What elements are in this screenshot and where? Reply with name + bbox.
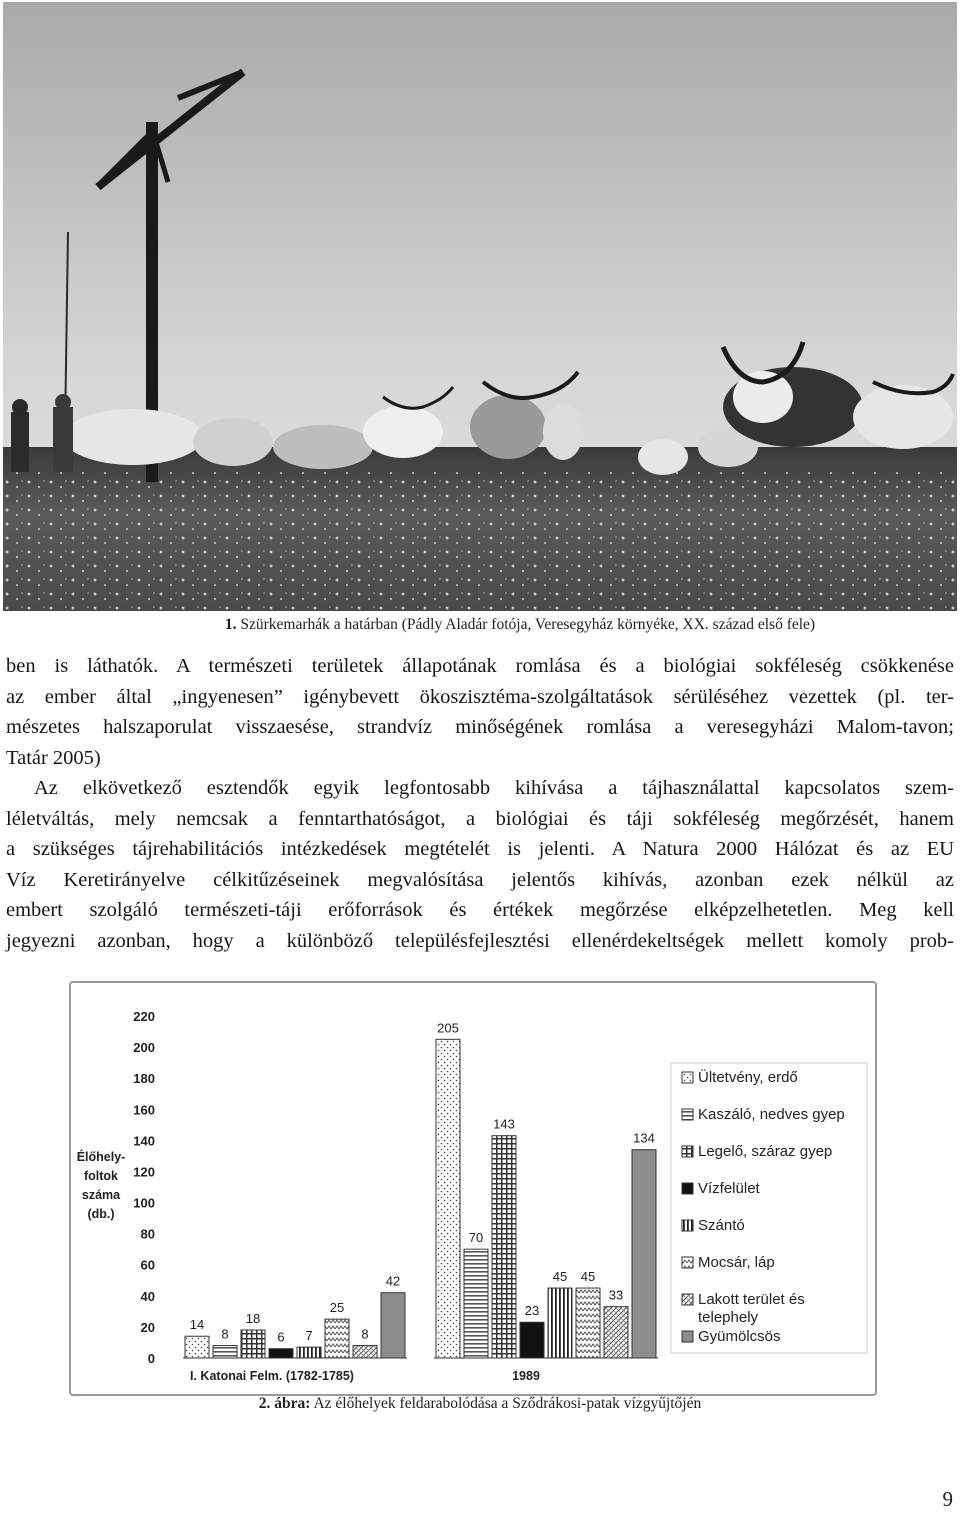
bar-value-label: 70 [468,1230,484,1246]
body-line: Víz Keretirányelve célkitűzéseinek megvalósítása jelentős kihívás, azonban ezek nélkül az [6,868,954,891]
y-label-line: foltok [83,1169,119,1183]
legend-label: Vízfelület [698,1180,760,1197]
bar-value-label: 205 [437,1020,459,1036]
bar-value-label: 143 [493,1116,515,1132]
bar-value-label: 42 [385,1273,401,1289]
legend-swatch [682,1109,693,1120]
bar-value-label: 18 [245,1311,261,1327]
photo-grey-cattle [3,2,957,611]
body-line: a szükséges tájrehabilitációs intézkedések megtételét is jelenti. A Natura 2000 Hálózat és az EU [6,838,954,860]
y-tick-label: 40 [140,1288,155,1304]
y-label-line: Élőhely- [76,1150,126,1164]
y-tick-label: 0 [147,1351,155,1366]
bar [325,1319,349,1358]
bar [353,1346,377,1358]
chart-svg [71,983,875,1394]
legend-swatch [682,1257,693,1268]
bar [269,1349,293,1358]
legend-swatch [682,1146,693,1157]
body-line: ben is láthatók. A természeti területek állapotának romlása és a biológiai sokféleség csökkenése [6,655,954,677]
y-tick-label: 160 [133,1102,155,1118]
bar-value-label: 45 [552,1269,568,1285]
legend-swatch [682,1331,693,1342]
category-label: I. Katonai Felm. (1782-1785) [190,1369,354,1383]
bar-value-label: 6 [277,1329,285,1345]
chart-caption-number: 2. ábra: [258,1395,311,1412]
y-tick-label: 100 [133,1195,155,1211]
legend [671,1063,867,1353]
y-axis-label [77,1149,126,1221]
body-line: jegyezni azonban, hogy a különböző településfejlesztési ellenérdekeltségek mellett komoly prob- [6,929,954,952]
bar [241,1330,265,1358]
legend-label: Mocsár, láp [698,1254,775,1271]
y-label-line: száma [81,1188,121,1202]
bar [548,1288,572,1358]
legend-label: Kaszáló, nedves gyep [698,1106,845,1123]
y-tick-label: 140 [133,1133,155,1149]
bar-value-label: 134 [633,1130,655,1146]
y-tick-label: 220 [133,1009,155,1024]
bar [632,1150,656,1358]
y-tick-label: 20 [140,1319,155,1335]
legend-label: Ültetvény, erdő [698,1069,798,1086]
x-axis-labels [190,1369,540,1383]
y-axis [133,1009,155,1366]
body-line: az ember által „ingyenesen” igénybevett ökoszisztéma-szolgáltatások sérüléséhez vezettek (pl. ter- [6,685,954,708]
bar [213,1346,237,1358]
bar-value-label: 7 [305,1328,313,1344]
bar [520,1322,544,1358]
bar-value-label: 8 [361,1326,369,1342]
y-tick-label: 60 [140,1257,155,1273]
body-line: embert szolgáló természeti-táji erőforrások és értékek megőrzése elképzelhetetlen. Meg kell [6,899,954,921]
bar [436,1039,460,1358]
bars [183,1020,658,1358]
bar-value-label: 8 [221,1326,229,1342]
y-tick-label: 80 [140,1226,155,1242]
body-line: Az elkövetkező esztendők egyik legfontosabb kihívása a tájhasználattal kapcsolatos szem- [34,777,954,799]
y-label-line: (db.) [87,1207,115,1221]
bar-value-label: 45 [580,1269,596,1285]
legend-swatch [682,1183,693,1194]
legend-swatch [682,1072,693,1083]
bar [297,1347,321,1358]
legend-label: Gyümölcsös [698,1328,781,1345]
body-line: Tatár 2005) [6,746,101,769]
category-label: 1989 [512,1369,540,1383]
body-text [6,651,954,956]
bar [464,1249,488,1358]
bar-value-label: 33 [608,1287,624,1303]
legend-swatch [682,1220,693,1231]
chart-caption [0,1395,960,1413]
y-tick-label: 200 [133,1040,155,1056]
body-line: mészetes halszaporulat visszaesése, strandvíz minőségének romlása a veresegyházi Malom-tavon; [6,716,954,738]
y-tick-label: 120 [133,1164,155,1180]
bar [604,1307,628,1358]
photo-caption [0,616,960,634]
legend-label: telephely [698,1309,759,1326]
legend-swatch [682,1294,693,1305]
legend-label: Lakott terület és [698,1291,805,1308]
bar-value-label: 25 [329,1300,345,1316]
photo-caption-number: 1. [224,616,237,633]
legend-label: Szántó [698,1217,745,1234]
habitat-fragmentation-chart [69,981,877,1396]
chart-caption-text: Az élőhelyek feldarabolódása a Sződrákosi-patak vízgyűjtőjén [313,1395,702,1412]
body-line: léletváltás, mely nemcsak a fenntarthatóságot, a biológiai és táji sokféleség megőrzését, hanem [6,807,954,830]
bar-value-label: 14 [189,1317,205,1333]
legend-label: Legelő, száraz gyep [698,1143,833,1160]
page-number: 9 [942,1487,953,1511]
y-tick-label: 180 [133,1071,155,1087]
bar [576,1288,600,1358]
bar [492,1136,516,1358]
bar [381,1293,405,1358]
bar-value-label: 23 [524,1303,540,1319]
photo-caption-text: Szürkemarhák a határban (Pádly Aladár fotója, Veresegyház környéke, XX. század első fele) [240,616,816,633]
bar [185,1336,209,1358]
